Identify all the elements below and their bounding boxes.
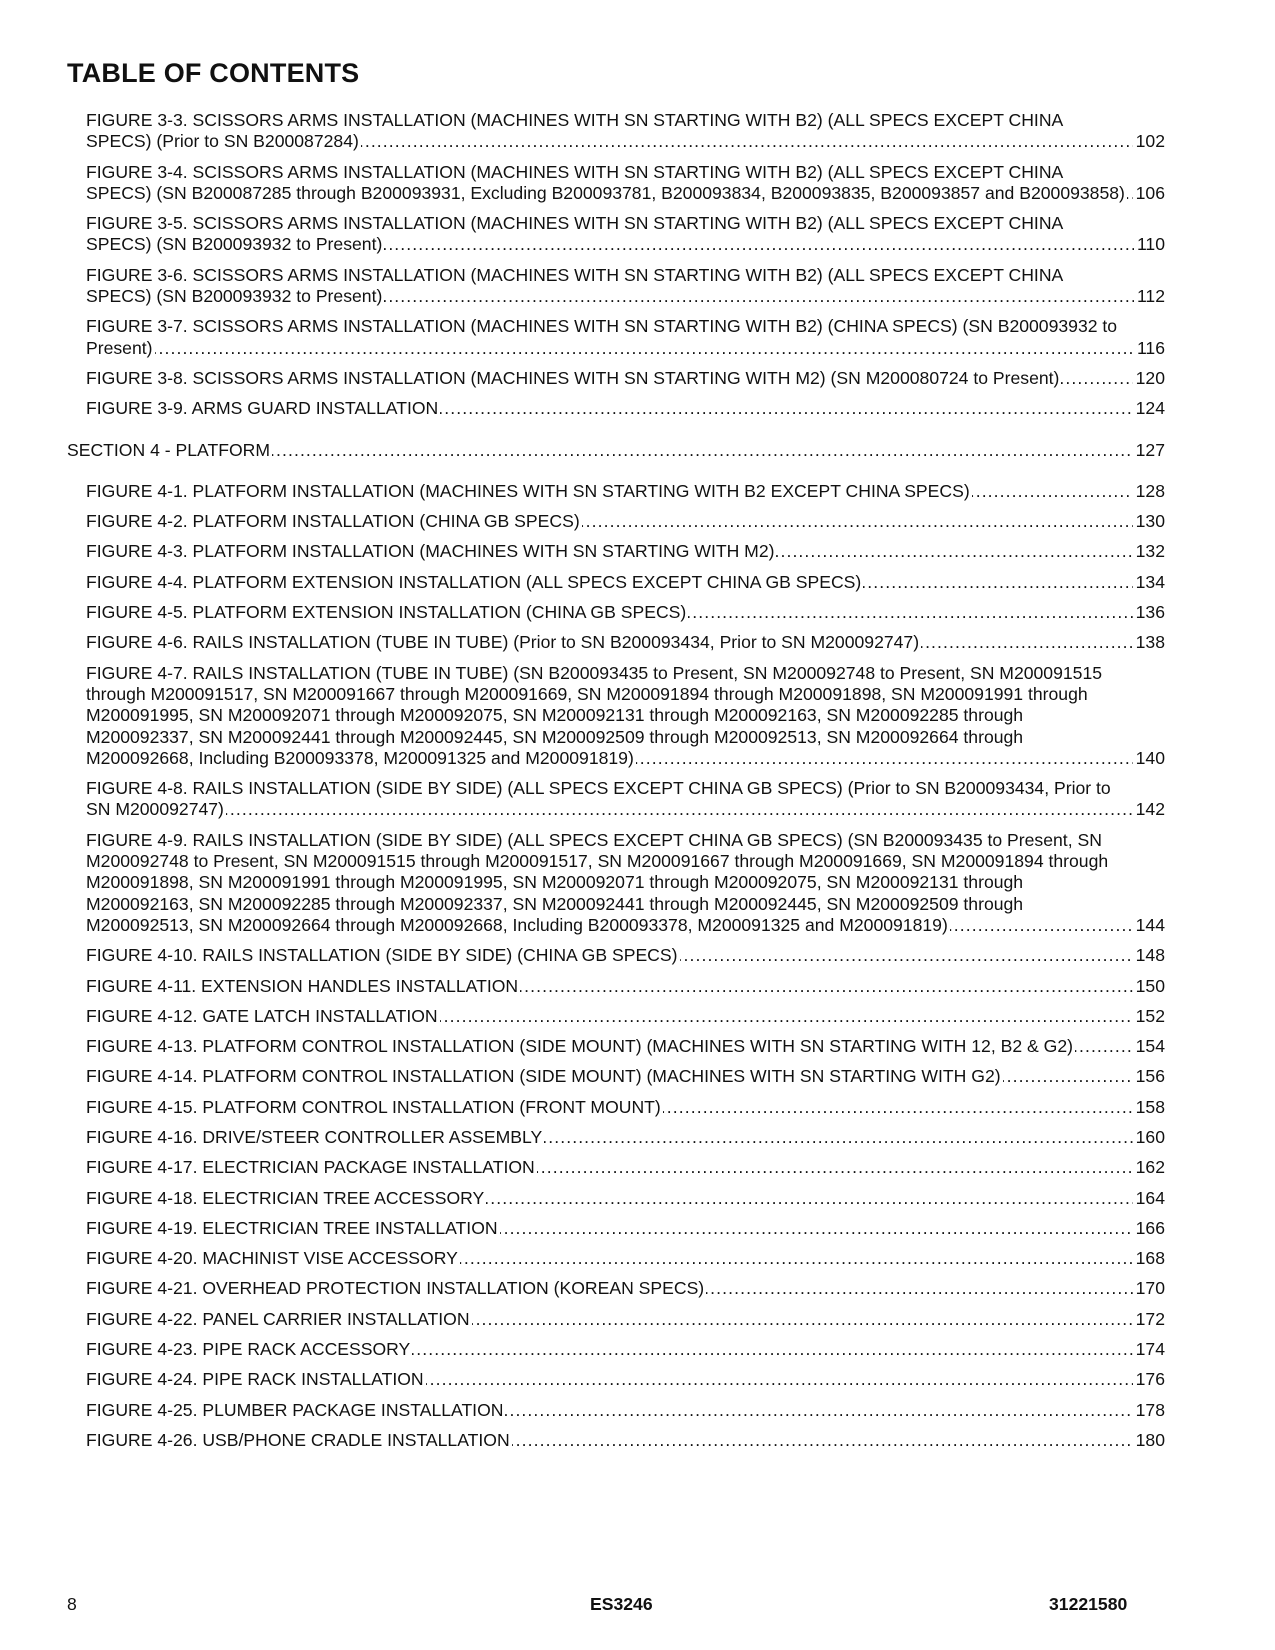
toc-entry[interactable]	[67, 1097, 1165, 1118]
toc-entry-title: FIGURE 4-3. PLATFORM INSTALLATION (MACHINES WITH SN STARTING WITH M2) .....	[86, 541, 776, 561]
toc-entry-title: FIGURE 4-19. ELECTRICIAN TREE INSTALLATION .....	[86, 1218, 500, 1238]
toc-entry-page-number: 164	[1133, 1188, 1165, 1209]
toc-entry-title: FIGURE 3-9. ARMS GUARD INSTALLATION .....	[86, 398, 440, 418]
toc-entry-page-number: 174	[1133, 1339, 1165, 1360]
toc-entry-title: FIGURE 4-25. PLUMBER PACKAGE INSTALLATION .....	[86, 1400, 505, 1420]
page-title: TABLE OF CONTENTS	[67, 58, 360, 88]
toc-entry-title: FIGURE 3-8. SCISSORS ARMS INSTALLATION (MACHINES WITH SN STARTING WITH M2) (SN M200080724 to Present) .....	[86, 368, 1061, 388]
toc-entry[interactable]	[67, 976, 1165, 997]
toc-entry[interactable]	[67, 1066, 1165, 1087]
toc-entry[interactable]	[67, 398, 1165, 419]
toc-entry[interactable]	[67, 481, 1165, 502]
toc-entry[interactable]	[67, 316, 1165, 359]
toc-entry-title: FIGURE 3-7. SCISSORS ARMS INSTALLATION (MACHINES WITH SN STARTING WITH B2) (CHINA SPECS) (SN B200093932 to Present) .....	[86, 316, 1117, 357]
toc-entry-title: FIGURE 4-5. PLATFORM EXTENSION INSTALLATION (CHINA GB SPECS) .....	[86, 602, 688, 622]
toc-entry[interactable]	[67, 1430, 1165, 1451]
footer-page-number: 8	[67, 1594, 77, 1614]
toc-entry-page-number: 142	[1133, 799, 1165, 820]
toc-entry-page-number: 127	[1133, 440, 1165, 461]
toc-entry[interactable]	[67, 830, 1165, 936]
toc-entry-title: FIGURE 3-6. SCISSORS ARMS INSTALLATION (MACHINES WITH SN STARTING WITH B2) (ALL SPECS EXCEPT CHINA SPECS) (SN B200093932 to Present) .....	[86, 265, 1063, 306]
toc-entry-title: FIGURE 4-6. RAILS INSTALLATION (TUBE IN TUBE) (Prior to SN B200093434, Prior to SN M200092747) .....	[86, 632, 921, 652]
toc-entry-page-number: 178	[1133, 1400, 1165, 1421]
toc-entry-page-number: 132	[1133, 541, 1165, 562]
toc-entry-page-number: 156	[1133, 1066, 1165, 1087]
toc-entry-page-number: 180	[1133, 1430, 1165, 1451]
toc-entry-page-number: 134	[1133, 572, 1165, 593]
toc-entry-page-number: 124	[1133, 398, 1165, 419]
toc-entry[interactable]	[67, 1278, 1165, 1299]
toc-entry[interactable]	[67, 1248, 1165, 1269]
toc-entry-title: FIGURE 4-1. PLATFORM INSTALLATION (MACHINES WITH SN STARTING WITH B2 EXCEPT CHINA SPECS) .....	[86, 481, 972, 501]
toc-entry-page-number: 168	[1133, 1248, 1165, 1269]
toc-entry[interactable]	[67, 945, 1165, 966]
toc-entry-page-number: 176	[1133, 1369, 1165, 1390]
toc-entry-page-number: 166	[1133, 1218, 1165, 1239]
toc-entry[interactable]	[67, 1157, 1165, 1178]
toc-entry-page-number: 110	[1134, 234, 1165, 255]
toc-entry-page-number: 160	[1133, 1127, 1165, 1148]
toc-entry-page-number: 112	[1134, 286, 1165, 307]
toc-entry-page-number: 154	[1133, 1036, 1165, 1057]
toc-entry-title: FIGURE 4-14. PLATFORM CONTROL INSTALLATION (SIDE MOUNT) (MACHINES WITH SN STARTING WITH G2) .....	[86, 1066, 1003, 1086]
toc-entry-page-number: 162	[1133, 1157, 1165, 1178]
toc-entry-title: FIGURE 3-4. SCISSORS ARMS INSTALLATION (MACHINES WITH SN STARTING WITH B2) (ALL SPECS EXCEPT CHINA SPECS) (SN B200087285 through B200093931, Excluding B200093781, B200093834, B200093835, B200093857 and B200093858) .....	[86, 162, 1127, 203]
toc-entry-title: FIGURE 4-26. USB/PHONE CRADLE INSTALLATION .....	[86, 1430, 512, 1450]
toc-entry-page-number: 106	[1133, 183, 1165, 204]
toc-entry-title: FIGURE 4-11. EXTENSION HANDLES INSTALLATION .....	[86, 976, 520, 996]
toc-entry-page-number: 116	[1134, 338, 1165, 359]
toc-entry-page-number: 102	[1133, 131, 1165, 152]
toc-entry[interactable]	[67, 602, 1165, 623]
toc-entry[interactable]	[67, 1339, 1165, 1360]
toc-entry-title: FIGURE 4-9. RAILS INSTALLATION (SIDE BY SIDE) (ALL SPECS EXCEPT CHINA GB SPECS) (SN B200093435 to Present, SN M200092748 to Present, SN M200091515 through M200091517, SN M200091667 through M200091669, SN M200091894 through M200091898, SN M200091991 through M200091995, SN M200092071 through M200092075, SN M200092131 through M200092163, SN M200092285 through M200092337, SN M200092441 through M200092445, SN M200092509 through M200092513, SN M200092664 through M200092668, Including B200093378, M200091325 and M200091819) .....	[86, 830, 1108, 935]
toc-entry-page-number: 130	[1133, 511, 1165, 532]
table-of-contents	[67, 110, 1165, 1460]
toc-entry-title: SECTION 4 - PLATFORM .....	[67, 440, 272, 460]
toc-entry-title: FIGURE 3-5. SCISSORS ARMS INSTALLATION (MACHINES WITH SN STARTING WITH B2) (ALL SPECS EXCEPT CHINA SPECS) (SN B200093932 to Present) .....	[86, 213, 1063, 254]
toc-entry-page-number: 138	[1133, 632, 1165, 653]
toc-entry-title: FIGURE 4-15. PLATFORM CONTROL INSTALLATION (FRONT MOUNT) .....	[86, 1097, 663, 1117]
toc-section-entry[interactable]	[67, 440, 1165, 461]
toc-entry-title: FIGURE 4-13. PLATFORM CONTROL INSTALLATION (SIDE MOUNT) (MACHINES WITH SN STARTING WITH 12, B2 & G2) .....	[86, 1036, 1075, 1056]
toc-entry[interactable]	[67, 213, 1165, 256]
toc-entry-title: FIGURE 4-22. PANEL CARRIER INSTALLATION .....	[86, 1309, 472, 1329]
toc-entry[interactable]	[67, 1218, 1165, 1239]
toc-entry[interactable]	[67, 1036, 1165, 1057]
toc-entry-page-number: 144	[1133, 915, 1165, 936]
toc-entry-title: FIGURE 4-10. RAILS INSTALLATION (SIDE BY SIDE) (CHINA GB SPECS) .....	[86, 945, 680, 965]
toc-entry-title: FIGURE 4-12. GATE LATCH INSTALLATION .....	[86, 1006, 440, 1026]
toc-entry-title: FIGURE 4-7. RAILS INSTALLATION (TUBE IN TUBE) (SN B200093435 to Present, SN M200092748 to Present, SN M200091515 through M200091517, SN M200091667 through M200091669, SN M200091894 through M200091898, SN M200091991 through M200091995, SN M200092071 through M200092075, SN M200092131 through M200092163, SN M200092285 through M200092337, SN M200092441 through M200092445, SN M200092509 through M200092513, SN M200092664 through M200092668, Including B200093378, M200091325 and M200091819) .....	[86, 663, 1102, 768]
toc-entry[interactable]	[67, 778, 1165, 821]
toc-entry-page-number: 120	[1133, 368, 1165, 389]
toc-entry-title: FIGURE 4-21. OVERHEAD PROTECTION INSTALLATION (KOREAN SPECS) .....	[86, 1278, 706, 1298]
toc-entry-title: FIGURE 4-24. PIPE RACK INSTALLATION .....	[86, 1369, 426, 1389]
toc-entry[interactable]	[67, 511, 1165, 532]
footer-document-number: 31221580	[1049, 1594, 1128, 1614]
toc-entry-title: FIGURE 4-20. MACHINIST VISE ACCESSORY .....	[86, 1248, 460, 1268]
toc-entry[interactable]	[67, 1309, 1165, 1330]
toc-entry-title: FIGURE 4-2. PLATFORM INSTALLATION (CHINA GB SPECS) .....	[86, 511, 582, 531]
toc-entry-page-number: 152	[1133, 1006, 1165, 1027]
toc-entry[interactable]	[67, 162, 1165, 205]
toc-entry-title: FIGURE 4-23. PIPE RACK ACCESSORY .....	[86, 1339, 412, 1359]
toc-entry-title: FIGURE 4-16. DRIVE/STEER CONTROLLER ASSEMBLY .....	[86, 1127, 544, 1147]
toc-entry-title: FIGURE 4-8. RAILS INSTALLATION (SIDE BY SIDE) (ALL SPECS EXCEPT CHINA GB SPECS) (Prior to SN B200093434, Prior to SN M200092747) .....	[86, 778, 1111, 819]
toc-entry[interactable]	[67, 1400, 1165, 1421]
toc-entry[interactable]	[67, 1127, 1165, 1148]
toc-entry-page-number: 140	[1133, 748, 1165, 769]
toc-entry-title: FIGURE 4-18. ELECTRICIAN TREE ACCESSORY .....	[86, 1188, 486, 1208]
toc-entry-title: FIGURE 4-17. ELECTRICIAN PACKAGE INSTALLATION .....	[86, 1157, 537, 1177]
toc-entry-page-number: 136	[1133, 602, 1165, 623]
toc-entry[interactable]	[67, 572, 1165, 593]
toc-entry-page-number: 128	[1133, 481, 1165, 502]
toc-entry-page-number: 148	[1133, 945, 1165, 966]
toc-entry[interactable]	[67, 541, 1165, 562]
toc-entry[interactable]	[67, 1006, 1165, 1027]
toc-entry-page-number: 158	[1133, 1097, 1165, 1118]
toc-entry[interactable]	[67, 1188, 1165, 1209]
toc-entry-title: FIGURE 3-3. SCISSORS ARMS INSTALLATION (MACHINES WITH SN STARTING WITH B2) (ALL SPECS EXCEPT CHINA SPECS) (Prior to SN B200087284) .....	[86, 110, 1063, 151]
toc-entry-page-number: 150	[1133, 976, 1165, 997]
toc-entry[interactable]	[67, 265, 1165, 308]
toc-entry-title: FIGURE 4-4. PLATFORM EXTENSION INSTALLATION (ALL SPECS EXCEPT CHINA GB SPECS) .....	[86, 572, 863, 592]
toc-entry[interactable]	[67, 368, 1165, 389]
toc-entry[interactable]	[67, 632, 1165, 653]
toc-entry[interactable]	[67, 663, 1165, 769]
footer-model: ES3246	[590, 1594, 653, 1614]
toc-entry-page-number: 170	[1133, 1278, 1165, 1299]
toc-entry[interactable]	[67, 1369, 1165, 1390]
toc-entry-page-number: 172	[1133, 1309, 1165, 1330]
toc-entry[interactable]	[67, 110, 1165, 153]
